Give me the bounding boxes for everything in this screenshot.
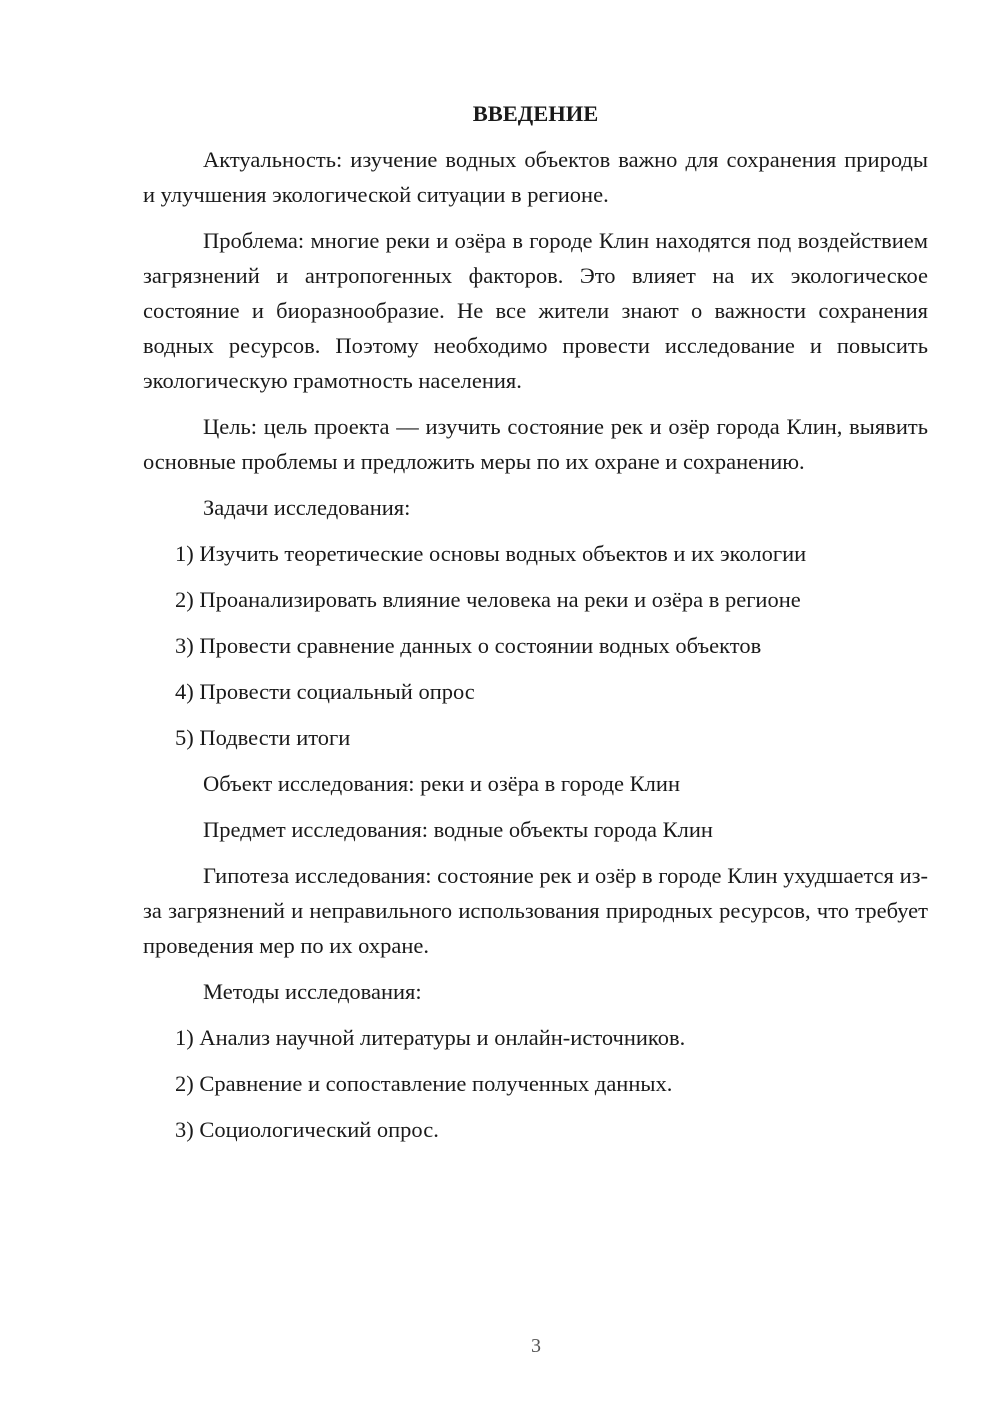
task-item: 5) Подвести итоги bbox=[175, 725, 351, 750]
hypothesis-paragraph: Гипотеза исследования: состояние рек и озёр в городе Клин ухудшается из-за загрязнений и неправильного использования природных ресурсов, что требует проведения мер по их охране. bbox=[143, 863, 928, 958]
tasks-heading: Задачи исследования: bbox=[203, 495, 411, 520]
page-content bbox=[143, 96, 928, 1158]
relevance-paragraph: Актуальность: изучение водных объектов важно для сохранения природы и улучшения экологической ситуации в регионе. bbox=[143, 147, 928, 207]
page-title: ВВЕДЕНИЕ bbox=[472, 101, 599, 126]
page-number: 3 bbox=[531, 1335, 541, 1357]
method-item: 1) Анализ научной литературы и онлайн-источников. bbox=[175, 1025, 686, 1050]
task-item: 3) Провести сравнение данных о состоянии водных объектов bbox=[175, 633, 762, 658]
task-item: 4) Провести социальный опрос bbox=[175, 679, 475, 704]
method-item: 2) Сравнение и сопоставление полученных данных. bbox=[175, 1071, 673, 1096]
methods-heading: Методы исследования: bbox=[203, 979, 422, 1004]
task-item: 1) Изучить теоретические основы водных объектов и их экологии bbox=[175, 541, 807, 566]
goal-paragraph: Цель: цель проекта — изучить состояние рек и озёр города Клин, выявить основные проблемы и предложить меры по их охране и сохранению. bbox=[143, 414, 928, 474]
research-object: Объект исследования: реки и озёра в городе Клин bbox=[203, 771, 680, 796]
research-subject: Предмет исследования: водные объекты города Клин bbox=[203, 817, 713, 842]
method-item: 3) Социологический опрос. bbox=[175, 1117, 439, 1142]
task-item: 2) Проанализировать влияние человека на реки и озёра в регионе bbox=[175, 587, 801, 612]
problem-paragraph: Проблема: многие реки и озёра в городе Клин находятся под воздействием загрязнений и антропогенных факторов. Это влияет на их экологическое состояние и биоразнообразие. Не все жители знают о важности сохранения водных ресурсов. Поэтому необходимо провести исследование и повысить экологическую грамотность населения. bbox=[143, 228, 928, 393]
